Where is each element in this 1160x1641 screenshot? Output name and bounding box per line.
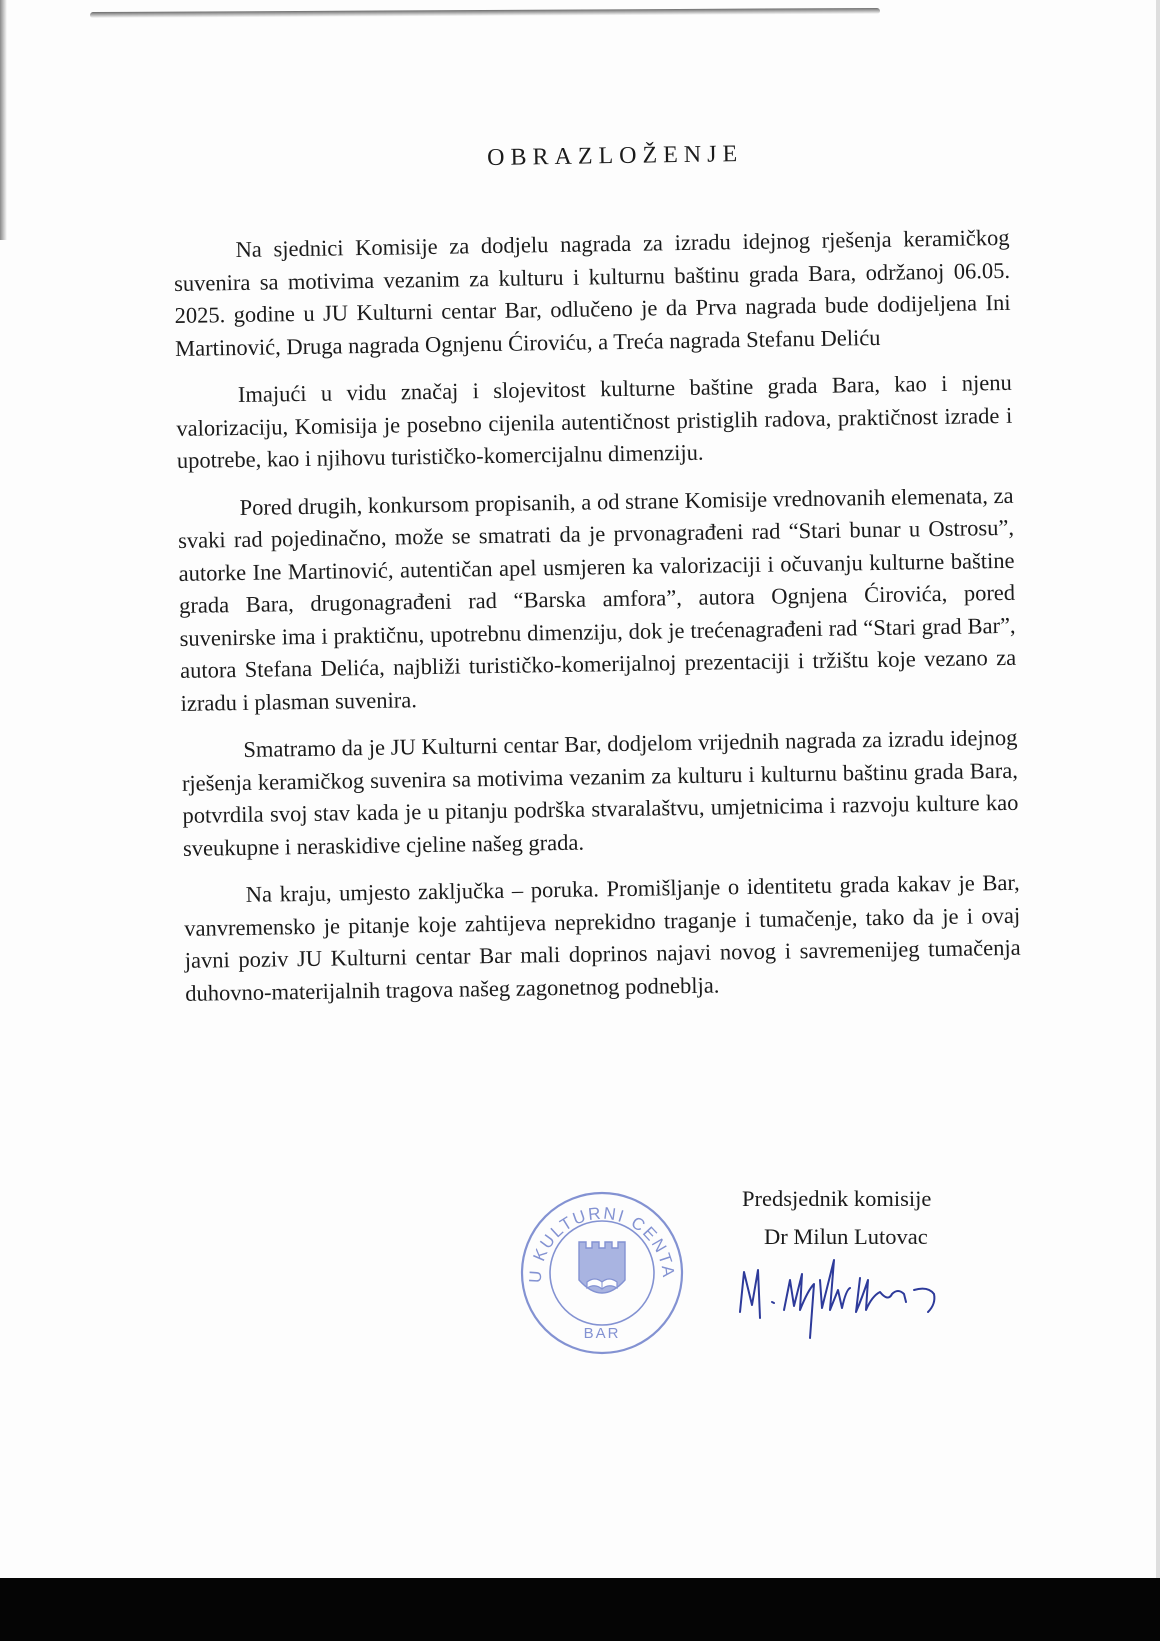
scan-shadow-top [90,8,880,18]
official-stamp [517,1188,687,1358]
paragraph-2: Imajući u vidu značaj i slojevitost kulturne baštine grada Bara, kao i njenu valorizaciju, Komisija je posebno cijenila autentičnost pristiglih radova, praktičnost izrade i upotrebe, kao i njihovu turističko-komercijalnu dimenziju. [176,369,1013,473]
paragraph-4: Smatramo da je JU Kulturni centar Bar, dodjelom vrijednih nagrada za izradu idejnog rješenja keramičkog suvenira sa motivima vezanim za kulturu i kulturnu baštinu grada Bara, potvrdila svoj stav kada je u pitanju podrška stvaralaštvu, umjetnicima i razvoju kulture kao sveukupne i neraskidive cjeline našeg grada. [181,724,1019,861]
paragraph-3: Pored drugih, konkursom propisanih, a od strane Komisije vrednovanih elemenata, za svaki rad pojedinačno, može se smatrati da je prvonagrađeni rad “Stari bunar u Ostrosu”, autorke Ine Martinović, autentičan apel usmjeren ka valorizaciji i očuvanju kulturne baštine grada Bara, drugonagrađeni rad “Barska amfora”, autora Ognjena Ćirovića, pored suvenirske ima i praktičnu, upotrebnu dimenziju, dok je trećenagrađeni rad “Stari grad Bar”, autora Stefana Delića, najbliži turističko-komerijalnoj prezentaciji i tržištu koje vezano za izradu i plasman suvenira. [177,482,1017,716]
signatory-name: Dr Milun Lutovac [764,1224,928,1249]
stamp-seal-icon [517,1188,687,1358]
handwritten-signature-icon [738,1250,978,1340]
document-title: OBRAZLOŽENJE [486,141,744,172]
svg-text:BAR: BAR [583,1325,621,1342]
scan-shadow-left [0,0,7,240]
document-body [172,137,1022,1025]
svg-text:"JU KULTURNI CENTAR": U KULTURNI CENTA [525,1203,679,1284]
scan-shadow-right [1156,0,1160,1578]
signature-block [742,1186,972,1250]
paragraph-5: Na kraju, umjesto zaključka – poruka. Promišljanje o identitetu grada kakav je Bar, vanvremensko je pitanje koje zahtijeva neprekidno traganje i tumačenje, tako da je i ovaj javni poziv JU Kulturni centar Bar mali doprinos najavi novog i savremenijeg tumačenja duhovno-materijalnih tragova našeg zagonetnog podneblja. [184,869,1021,1006]
paragraph-1: Na sjednici Komisije za dodjelu nagrada za izradu idejnog rješenja keramičkog suvenira sa motivima vezanim za kulturu i kulturnu baštinu grada Bara, održanoj 06.05. 2025. godine u JU Kulturni centar Bar, odlučeno je da Prva nagrada bude dodijeljena Ini Martinović, Druga nagrada Ognjenu Ćiroviću, a Treća nagrada Stefanu Deliću [173,224,1011,361]
scan-bottom-band [0,1578,1160,1641]
signatory-role: Predsjednik komisije [742,1186,932,1211]
